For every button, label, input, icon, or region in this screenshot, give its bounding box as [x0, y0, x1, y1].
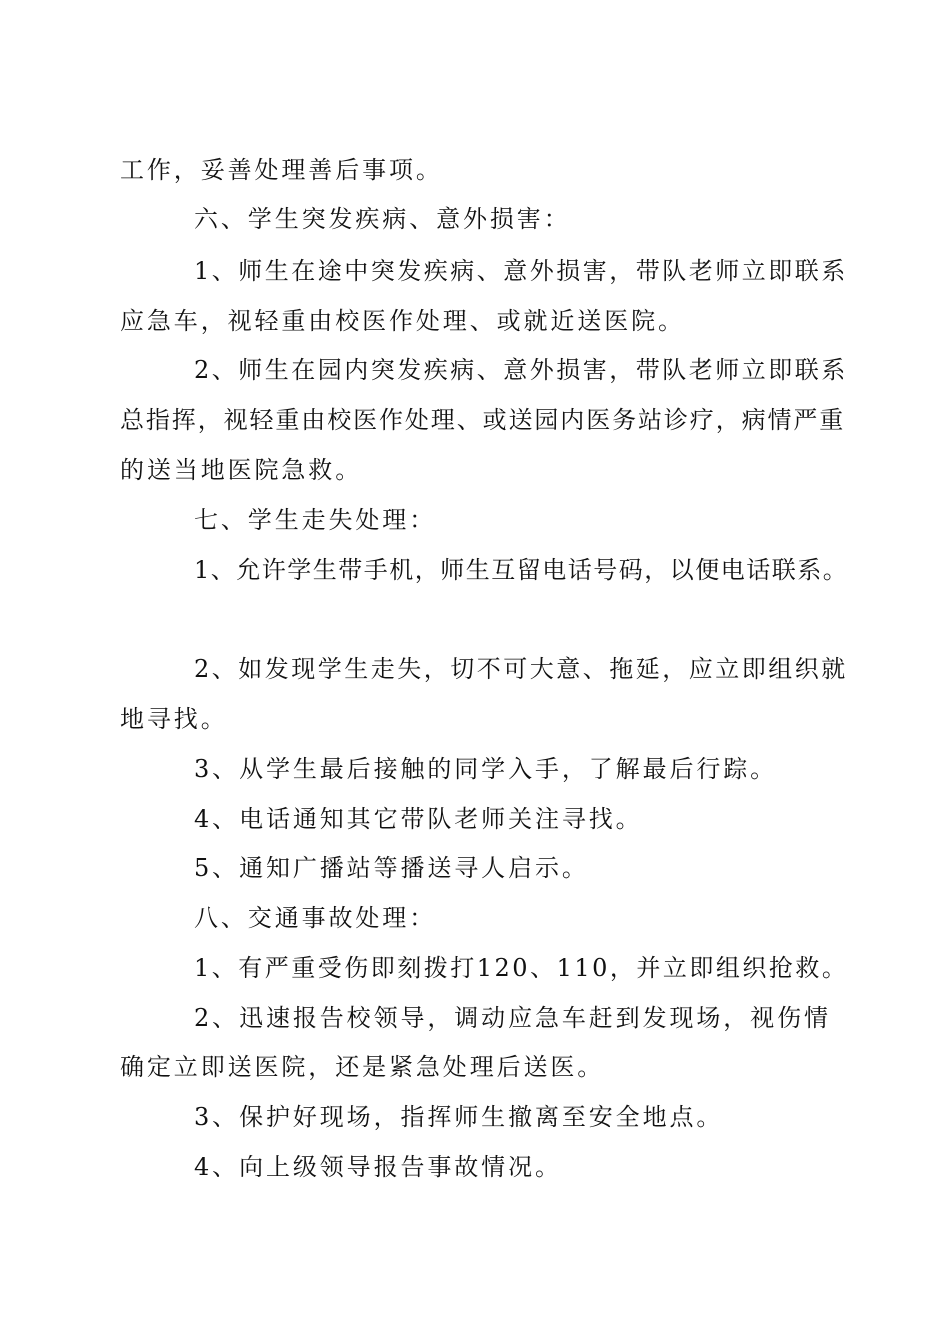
text-line: 1、有严重受伤即刻拨打120、110，并立即组织抢救。 [194, 954, 849, 982]
text-line: 地寻找。 [120, 705, 228, 733]
text-line: 5、通知广播站等播送寻人启示。 [194, 854, 589, 882]
text-line: 4、电话通知其它带队老师关注寻找。 [194, 805, 643, 833]
section-heading: 七、学生走失处理： [194, 506, 437, 534]
text-line: 确定立即送医院，还是紧急处理后送医。 [120, 1053, 605, 1081]
text-line: 1、允许学生带手机，师生互留电话号码，以便电话联系。 [194, 556, 849, 584]
text-line: 3、从学生最后接触的同学入手，了解最后行踪。 [194, 755, 778, 783]
text-line: 2、如发现学生走失，切不可大意、拖延，应立即组织就 [194, 655, 848, 683]
text-line: 应急车，视轻重由校医作处理、或就近送医院。 [120, 307, 685, 335]
text-line: 4、向上级领导报告事故情况。 [194, 1153, 562, 1181]
section-heading: 六、学生突发疾病、意外损害： [194, 205, 571, 233]
text-line: 的送当地医院急救。 [120, 456, 363, 484]
text-line: 2、迅速报告校领导，调动应急车赶到发现场，视伤情 [194, 1004, 831, 1032]
text-line: 1、师生在途中突发疾病、意外损害，带队老师立即联系 [194, 257, 848, 285]
text-line: 2、师生在园内突发疾病、意外损害，带队老师立即联系 [194, 356, 848, 384]
section-heading: 八、交通事故处理： [194, 904, 437, 932]
text-line: 3、保护好现场，指挥师生撤离至安全地点。 [194, 1103, 724, 1131]
text-line: 总指挥，视轻重由校医作处理、或送园内医务站诊疗，病情严重 [120, 406, 846, 434]
text-line: 工作，妥善处理善后事项。 [120, 156, 443, 184]
